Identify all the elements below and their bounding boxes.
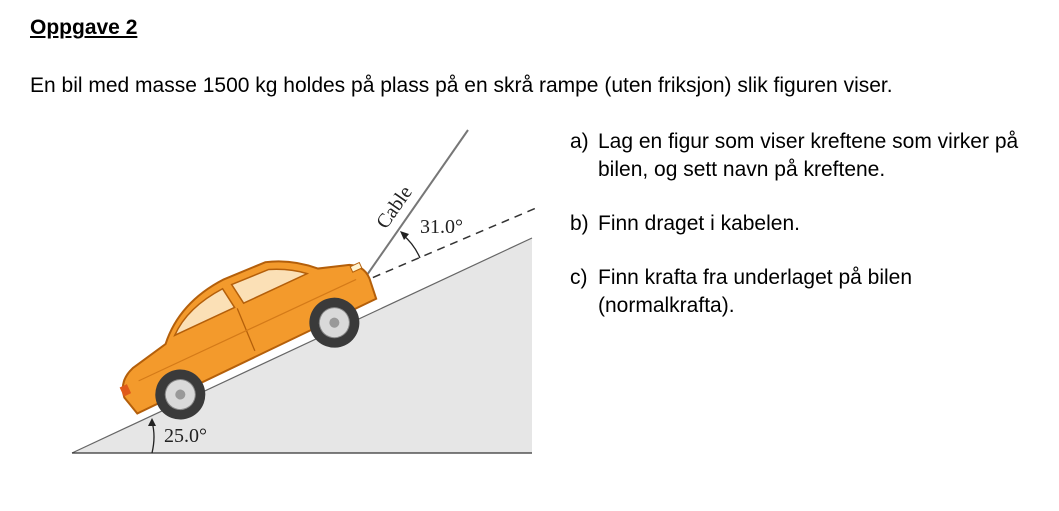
question-text: Lag en figur som viser kreftene som virker på bilen, og sett navn på kreftene. bbox=[598, 130, 1019, 181]
question-text: Finn draget i kabelen. bbox=[598, 212, 800, 235]
question-letter: b) bbox=[570, 212, 589, 235]
question-b bbox=[570, 210, 1040, 238]
ramp-figure bbox=[60, 120, 550, 465]
task-intro: En bil med masse 1500 kg holdes på plass på en skrå rampe (uten friksjon) slik figuren viser. bbox=[30, 74, 893, 97]
cable-angle-label: 31.0° bbox=[420, 216, 463, 238]
questions-list bbox=[570, 128, 1040, 346]
question-a bbox=[570, 128, 1040, 184]
ramp-illustration bbox=[60, 120, 550, 465]
cable bbox=[360, 130, 468, 285]
ramp-angle-label: 25.0° bbox=[164, 425, 207, 447]
cable-label: Cable bbox=[372, 182, 417, 233]
question-letter: c) bbox=[570, 266, 588, 289]
question-c bbox=[570, 264, 1040, 320]
task-title: Oppgave 2 bbox=[30, 16, 138, 39]
question-letter: a) bbox=[570, 130, 589, 153]
question-text: Finn krafta fra underlaget på bilen (normalkrafta). bbox=[598, 266, 913, 317]
